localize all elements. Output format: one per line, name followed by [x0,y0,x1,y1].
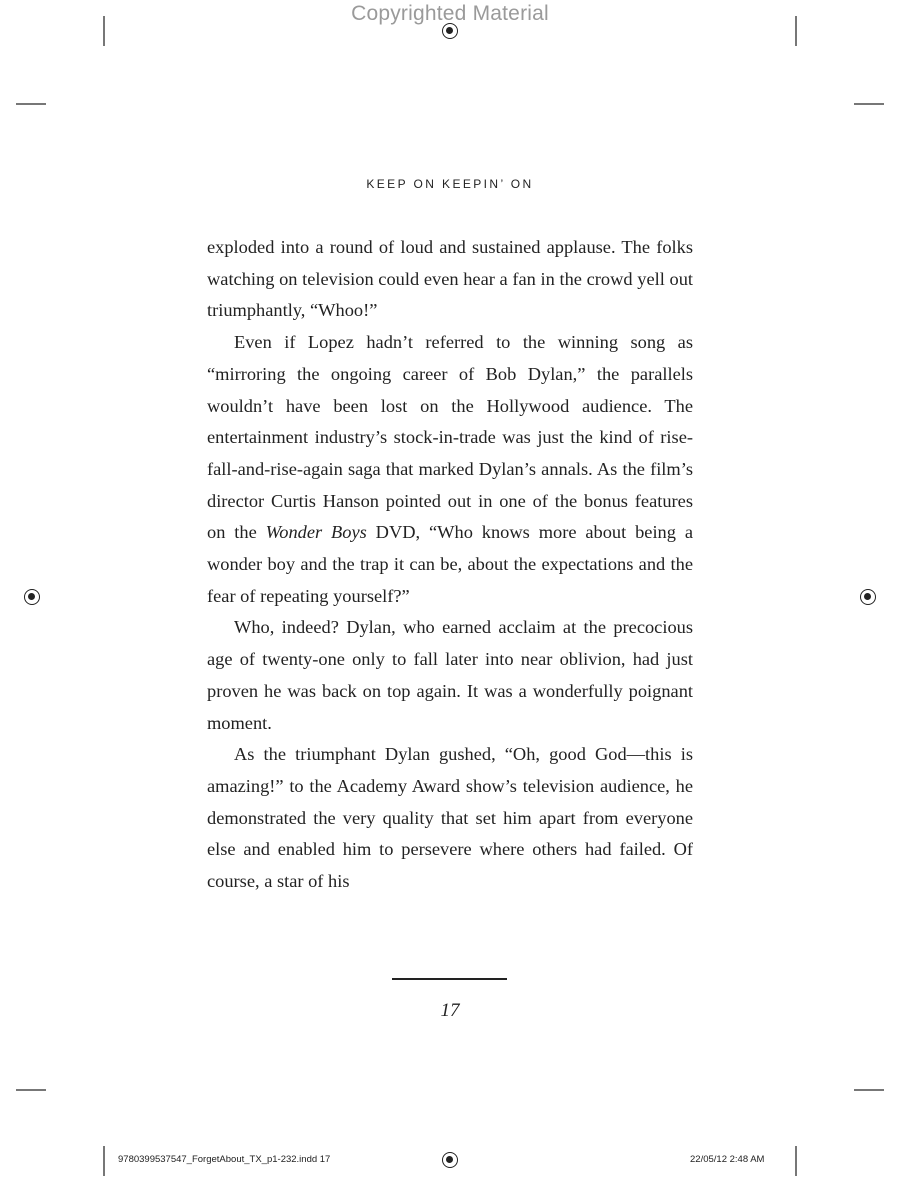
crop-mark-left-upper [16,103,46,105]
slug-filename: 9780399537547_ForgetAbout_TX_p1-232.indd 17 [118,1154,331,1165]
crop-mark-top-right [795,16,797,46]
crop-mark-left-lower [16,1089,46,1091]
crop-mark-bottom-left [103,1146,105,1176]
slug-timestamp: 22/05/12 2:48 AM [690,1154,765,1165]
body-text [207,232,693,898]
crop-mark-right-lower [854,1089,884,1091]
paragraph [207,327,693,612]
paragraph [207,612,693,739]
folio-rule [392,978,507,980]
registration-mark-bottom-icon [442,1152,458,1168]
paragraph-text: exploded into a round of loud and sustained applause. The folks watching on television could even hear a fan in the crowd yell out triumphantly, “Whoo!” [207,237,693,321]
running-head: KEEP ON KEEPIN’ ON [366,177,534,191]
paragraph-text: DVD, “Who knows more about being a wonder boy and the trap it can be, about the expectations and the fear of repeating yourself?” [207,522,693,606]
crop-mark-right-upper [854,103,884,105]
crop-mark-top-left [103,16,105,46]
registration-mark-left-icon [24,589,40,605]
crop-mark-bottom-right [795,1146,797,1176]
paragraph [207,739,693,898]
paragraph-text: Even if Lopez hadn’t referred to the winning song as “mirroring the ongoing career of Bob Dylan,” the parallels wouldn’t have been lost on the Hollywood audience. The entertainment industry’s stock-in-trade was just the kind of rise-fall-and-rise-again saga that marked Dylan’s annals. As the film’s director Curtis Hanson pointed out in one of the bonus features on the [207,332,693,543]
registration-mark-top-icon [442,23,458,39]
film-title: Wonder Boys [265,522,367,543]
paragraph-text: Who, indeed? Dylan, who earned acclaim at the precocious age of twenty-one only to fall later into near oblivion, had just proven he was back on top again. It was a wonderfully poignant moment. [207,617,693,733]
registration-mark-right-icon [860,589,876,605]
paragraph [207,232,693,327]
copyright-watermark: Copyrighted Material [351,2,549,25]
paragraph-text: As the triumphant Dylan gushed, “Oh, good God—this is amazing!” to the Academy Award show’s television audience, he demonstrated the very quality that set him apart from everyone else and enabled him to persevere where others had failed. Of course, a star of his [207,744,693,892]
page-number: 17 [440,1000,460,1021]
